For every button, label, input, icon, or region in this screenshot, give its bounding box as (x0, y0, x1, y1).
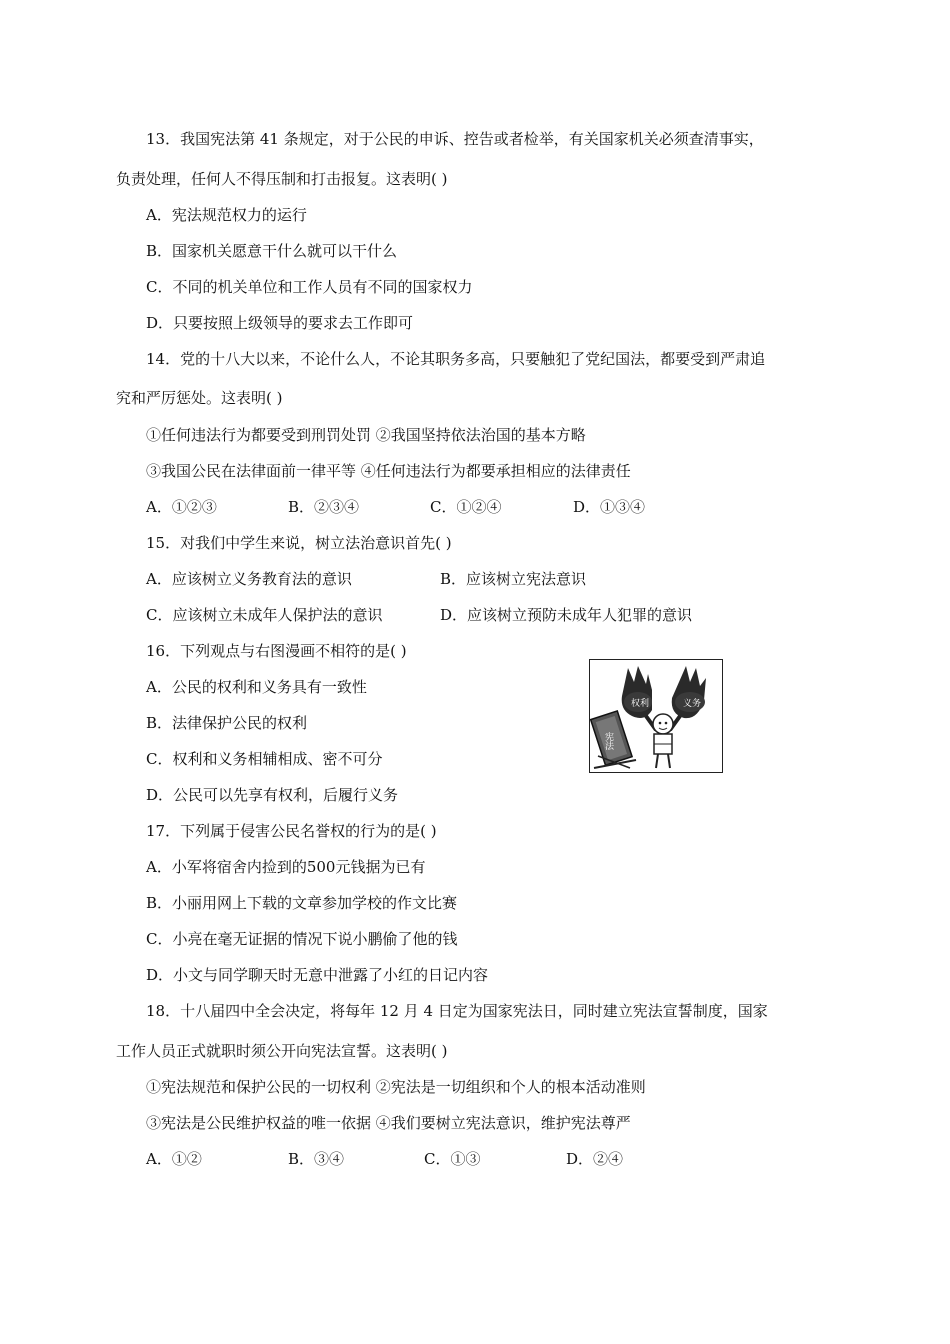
cartoon-label-duties: 义务 (683, 699, 702, 709)
q18-option-c: C．①③ (424, 1150, 481, 1168)
q18-option-d: D．②④ (566, 1150, 624, 1168)
q15-option-a: A．应该树立义务教育法的意识 (146, 570, 352, 588)
q15-option-d: D．应该树立预防未成年人犯罪的意识 (440, 606, 693, 624)
q15-option-b: B．应该树立宪法意识 (440, 570, 587, 588)
q14-statements-line2: ③我国公民在法律面前一律平等 ④任何违法行为都要承担相应的法律责任 (146, 462, 631, 480)
q13-stem-line2: 负责处理，任何人不得压制和打击报复。这表明( ) (116, 170, 448, 188)
q17-stem: 17．下列属于侵害公民名誉权的行为的是( ) (146, 822, 437, 840)
q18-statements-line1: ①宪法规范和保护公民的一切权利 ②宪法是一切组织和个人的根本活动准则 (146, 1078, 646, 1096)
q14-option-a: A．①②③ (146, 498, 217, 516)
q18-option-b: B．③④ (288, 1150, 345, 1168)
cartoon-image (589, 659, 723, 773)
q13-option-b: B．国家机关愿意干什么就可以干什么 (146, 242, 398, 260)
q17-option-b: B．小丽用网上下载的文章参加学校的作文比赛 (146, 894, 458, 912)
q14-stem-line2: 究和严厉惩处。这表明( ) (116, 389, 283, 407)
q16-option-d: D．公民可以先享有权利，后履行义务 (146, 786, 399, 804)
q18-stem-line2: 工作人员正式就职时须公开向宪法宣誓。这表明( ) (116, 1042, 448, 1060)
q16-option-c: C．权利和义务相辅相成、密不可分 (146, 750, 383, 768)
q15-option-c: C．应该树立未成年人保护法的意识 (146, 606, 383, 624)
q16-option-a: A．公民的权利和义务具有一致性 (146, 678, 367, 696)
q17-option-a: A．小军将宿舍内捡到的500元钱据为已有 (146, 858, 426, 876)
q14-statements-line1: ①任何违法行为都要受到刑罚处罚 ②我国坚持依法治国的基本方略 (146, 426, 586, 444)
q14-option-c: C．①②④ (430, 498, 502, 516)
q18-stem-line1: 18．十八届四中全会决定，将每年 12 月 4 日定为国家宪法日，同时建立宪法宣誓制度，国家 (146, 1002, 768, 1020)
q13-option-c: C．不同的机关单位和工作人员有不同的国家权力 (146, 278, 473, 296)
q18-option-a: A．①② (146, 1150, 202, 1168)
cartoon-label-rights: 权利 (631, 699, 650, 709)
q16-stem: 16．下列观点与右图漫画不相符的是( ) (146, 642, 407, 660)
q13-stem-line1: 13．我国宪法第 41 条规定，对于公民的申诉、控告或者检举，有关国家机关必须查清事实， (146, 130, 764, 148)
q18-statements-line2: ③宪法是公民维护权益的唯一依据 ④我们要树立宪法意识，维护宪法尊严 (146, 1114, 631, 1132)
cartoon-label-constitution: 宪法 (603, 732, 613, 750)
q17-option-d: D．小文与同学聊天时无意中泄露了小红的日记内容 (146, 966, 489, 984)
q14-option-d: D．①③④ (573, 498, 646, 516)
q14-option-b: B．②③④ (288, 498, 360, 516)
q17-option-c: C．小亮在毫无证据的情况下说小鹏偷了他的钱 (146, 930, 458, 948)
q13-option-a: A．宪法规范权力的运行 (146, 206, 307, 224)
q13-option-d: D．只要按照上级领导的要求去工作即可 (146, 314, 414, 332)
q16-option-b: B．法律保护公民的权利 (146, 714, 308, 732)
q15-stem: 15．对我们中学生来说，树立法治意识首先( ) (146, 534, 452, 552)
q14-stem-line1: 14．党的十八大以来，不论什么人，不论其职务多高，只要触犯了党纪国法，都要受到严肃追 (146, 350, 766, 368)
